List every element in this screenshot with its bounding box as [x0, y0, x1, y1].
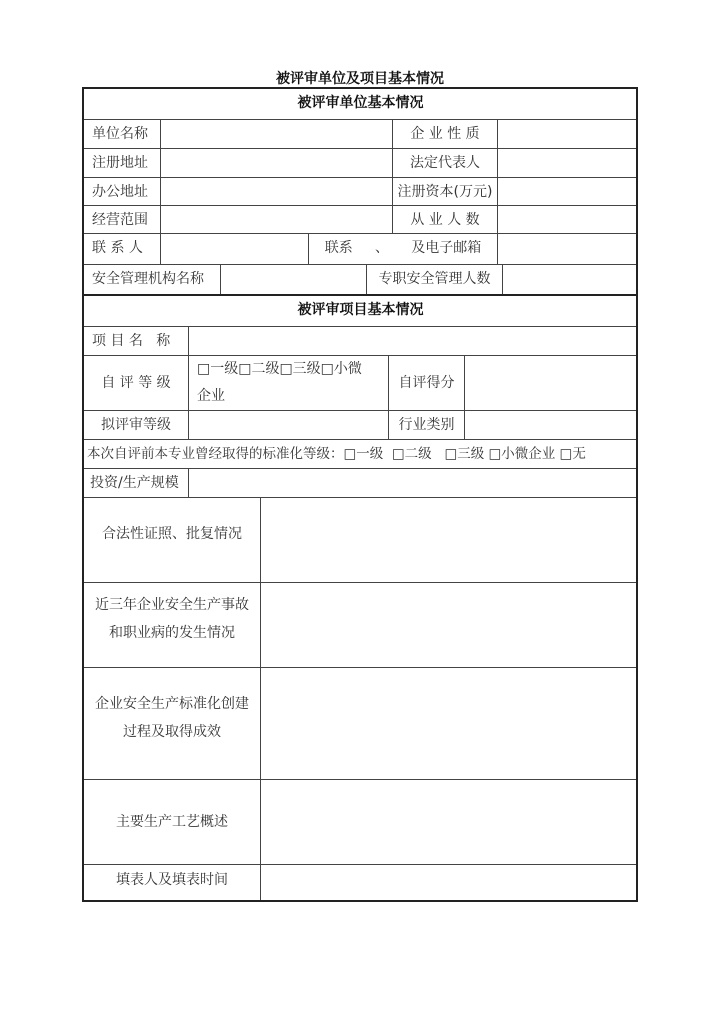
label-accidents — [83, 582, 261, 668]
field-proposed-grade[interactable] — [188, 410, 389, 440]
field-filler[interactable] — [260, 864, 638, 902]
label-registered-capital: 注册资本(万元) — [392, 177, 498, 206]
field-registered-capital[interactable] — [497, 177, 638, 206]
self-grade-options-line1[interactable]: □一级□二级□三级□小微 — [197, 361, 362, 377]
self-grade-options-line2: 企业 — [197, 388, 225, 404]
field-self-score[interactable] — [464, 355, 638, 411]
label-proposed-grade: 拟评审等级 — [83, 410, 189, 440]
label-self-grade: 自 评 等 级 — [83, 355, 189, 411]
label-enterprise-nature: 企 业 性 质 — [392, 119, 498, 149]
label-project-name: 项 目 名 称 — [83, 326, 189, 356]
label-standardization — [83, 667, 261, 780]
label-fulltime-safety-staff: 专职安全管理人数 — [366, 264, 503, 296]
label-employees: 从 业 人 数 — [392, 205, 498, 234]
document-title: 被评审单位及项目基本情况 — [276, 71, 444, 87]
label-licenses: 合法性证照、批复情况 — [83, 497, 261, 583]
label-filler: 填表人及填表时间 — [83, 864, 261, 902]
label-standardization-line1: 企业安全生产标准化创建 — [95, 696, 249, 712]
section-divider — [82, 294, 638, 296]
label-process: 主要生产工艺概述 — [83, 779, 261, 865]
field-legal-rep[interactable] — [497, 148, 638, 178]
field-process[interactable] — [260, 779, 638, 865]
field-unit-name[interactable] — [160, 119, 393, 149]
field-safety-org-name[interactable] — [220, 264, 367, 296]
label-standardization-line2: 过程及取得成效 — [123, 724, 221, 740]
label-registered-address: 注册地址 — [83, 148, 161, 178]
project-section-header: 被评审项目基本情况 — [83, 295, 638, 327]
field-project-name[interactable] — [188, 326, 638, 356]
field-licenses[interactable] — [260, 497, 638, 583]
unit-section-header: 被评审单位基本情况 — [83, 88, 638, 120]
field-business-scope[interactable] — [160, 205, 393, 234]
field-accidents[interactable] — [260, 582, 638, 668]
label-contact-person: 联 系 人 — [83, 233, 161, 265]
field-employees[interactable] — [497, 205, 638, 234]
previous-grade-options[interactable]: 本次自评前本专业曾经取得的标准化等级：□一级 □二级 □三级 □小微企业 □无 — [83, 439, 638, 469]
field-office-address[interactable] — [160, 177, 393, 206]
label-contact-phone-email: 联系 、 及电子邮箱 — [308, 233, 498, 265]
label-accidents-line2: 和职业病的发生情况 — [109, 625, 235, 641]
field-enterprise-nature[interactable] — [497, 119, 638, 149]
field-industry[interactable] — [464, 410, 638, 440]
label-legal-rep: 法定代表人 — [392, 148, 498, 178]
label-office-address: 办公地址 — [83, 177, 161, 206]
field-contact-phone-email[interactable] — [497, 233, 638, 265]
label-self-score: 自评得分 — [388, 355, 465, 411]
self-grade-options[interactable] — [188, 355, 389, 411]
label-industry: 行业类别 — [388, 410, 465, 440]
field-fulltime-safety-staff[interactable] — [502, 264, 638, 296]
label-unit-name: 单位名称 — [83, 119, 161, 149]
field-standardization[interactable] — [260, 667, 638, 780]
field-registered-address[interactable] — [160, 148, 393, 178]
field-contact-person[interactable] — [160, 233, 309, 265]
label-scale: 投资/生产规模 — [83, 468, 189, 498]
label-business-scope: 经营范围 — [83, 205, 161, 234]
field-scale[interactable] — [188, 468, 638, 498]
label-accidents-line1: 近三年企业安全生产事故 — [95, 597, 249, 613]
label-safety-org-name: 安全管理机构名称 — [83, 264, 221, 296]
